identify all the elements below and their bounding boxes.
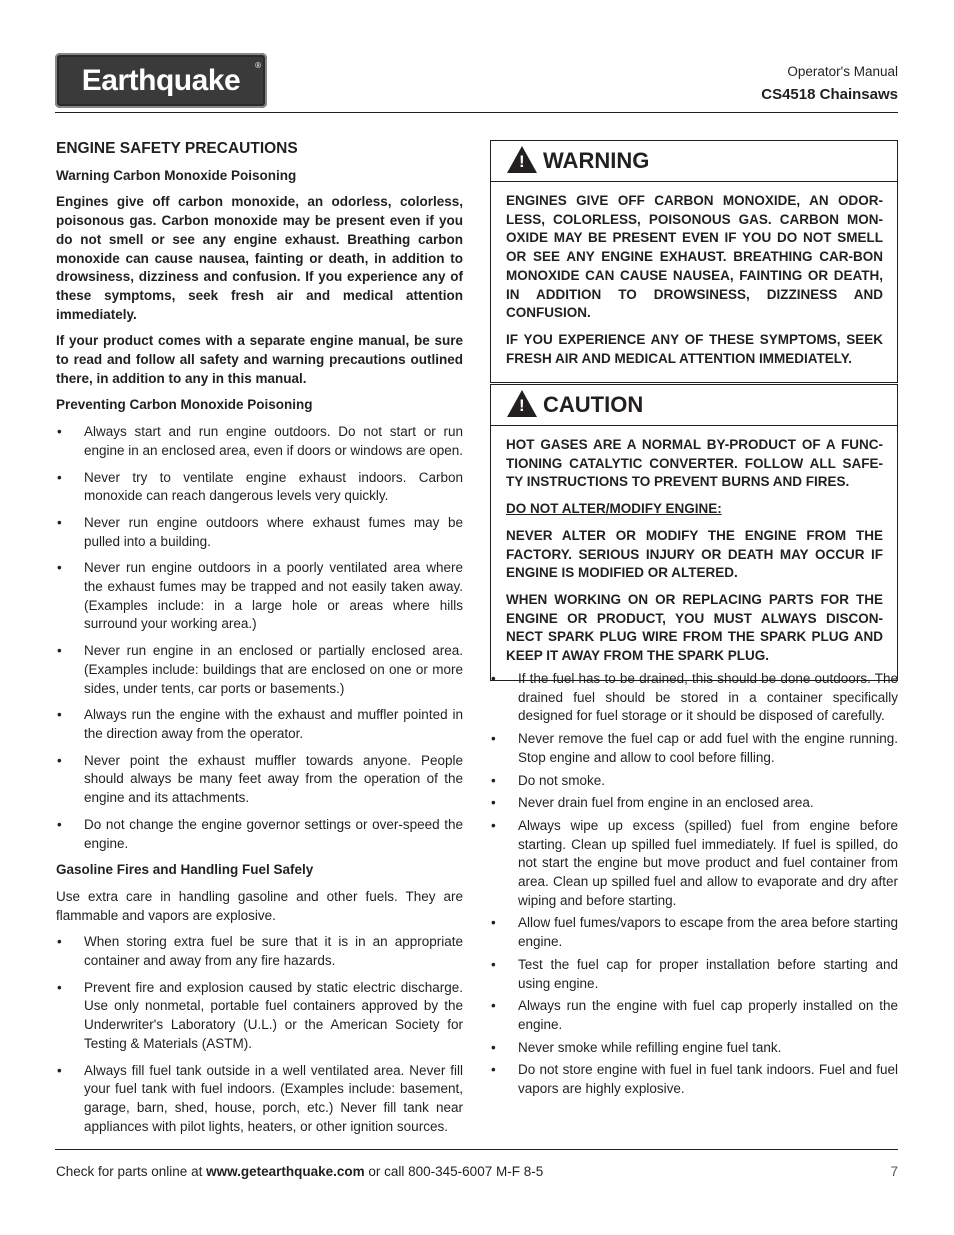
list-item: • Never try to ventilate engine exhaust indoors. Carbon monoxide can reach dangerous levels very quickly. xyxy=(56,469,463,506)
list-item: • Never run engine in an enclosed or partially enclosed area. (Examples include: buildings that are enclosed on one or more sides, under tents, car ports or basements.) xyxy=(56,642,463,698)
list-item: • Always start and run engine outdoors. Do not start or run engine in an enclosed area, even if doors or windows are open. xyxy=(56,423,463,460)
list-item: • Always fill fuel tank outside in a well ventilated area. Never fill your fuel tank with fuel indoors. (Examples include: basement, garage, barn, shed, house, porch, etc.) Never fill tank near appliances with pilot lights, heaters, or other ignition sources. xyxy=(56,1062,463,1137)
caution-header xyxy=(491,385,897,426)
page-number: 7 xyxy=(890,1164,898,1179)
fuel-intro: Use extra care in handling gasoline and other fuels. They are flammable and vapors are explosive. xyxy=(56,888,463,923)
warning-title: WARNING xyxy=(543,148,650,173)
fuel-handling-list xyxy=(490,670,898,1099)
header-divider xyxy=(55,112,898,113)
caution-body xyxy=(491,426,897,680)
right-column xyxy=(490,670,898,1107)
list-item: • Always run the engine with fuel cap properly installed on the engine. xyxy=(490,997,898,1034)
caution-paragraph: NEVER ALTER OR MODIFY THE ENGINE FROM THE FACTORY. SERIOUS INJURY OR DEATH MAY OCCUR IF ENGINE IS MODIFIED OR ALTERED. xyxy=(506,527,883,581)
warning-paragraph: ENGINES GIVE OFF CARBON MONOXIDE, AN ODOR-LESS, COLORLESS, POISONOUS GAS. CARBON MON-OXIDE MAY BE PRESENT EVEN IF YOU DO NOT SMELL OR SEE ANY ENGINE EXHAUST. BREATHING CAR-BON MONOXIDE CAN CAUSE NAUSEA, FAINTING OR DEATH, IN ADDITION TO DROWSINESS, DIZZINESS AND CONFUSION. xyxy=(506,193,883,321)
warning-box xyxy=(490,140,898,383)
list-item: • Never smoke while refilling engine fuel tank. xyxy=(490,1039,898,1058)
manual-label: Operator's Manual xyxy=(787,64,898,79)
list-item: • Never run engine outdoors where exhaust fumes may be pulled into a building. xyxy=(56,514,463,551)
brand-logo xyxy=(55,53,267,108)
list-item: • Prevent fire and explosion caused by static electric discharge. Use only nonmetal, portable fuel containers approved by the Underwriter's Laboratory (U.L.) or the American Society for Testing & Materials (ASTM). xyxy=(56,979,463,1054)
co-paragraph-2: If your product comes with a separate engine manual, be sure to read and follow all safety and warning precautions outlined there, in addition to any in this manual. xyxy=(56,333,463,386)
list-item: • Test the fuel cap for proper installation before starting and using engine. xyxy=(490,956,898,993)
caution-paragraph: HOT GASES ARE A NORMAL BY-PRODUCT OF A FUNC-TIONING CATALYTIC CONVERTER. FOLLOW ALL SAFE-TY INSTRUCTIONS TO PREVENT BURNS AND FIRES. xyxy=(506,437,883,490)
fuel-heading: Gasoline Fires and Handling Fuel Safely xyxy=(56,862,314,878)
footer-url-link[interactable]: www.getearthquake.com xyxy=(206,1164,365,1179)
footer-prefix: Check for parts online at xyxy=(56,1164,207,1179)
footer-suffix: or call 800-345-6007 M-F 8-5 xyxy=(364,1164,544,1179)
list-item: • Always wipe up excess (spilled) fuel from engine before starting. Clean up spilled fuel immediately. If fuel is spilled, do not start the engine but move product and fuel container from area. Clean up spilled fuel and allow to evaporate and dry after wiping and before starting. xyxy=(490,817,898,911)
co-heading: Warning Carbon Monoxide Poisoning xyxy=(56,167,297,183)
list-item: • Allow fuel fumes/vapors to escape from the area before starting engine. xyxy=(490,914,898,951)
section-title: ENGINE SAFETY PRECAUTIONS xyxy=(56,140,298,157)
list-item: • Do not change the engine governor settings or over-speed the engine. xyxy=(56,816,463,853)
caution-subheading: DO NOT ALTER/MODIFY ENGINE: xyxy=(506,501,722,517)
list-item: • When storing extra fuel be sure that it is in an appropriate container and away from any fire hazards. xyxy=(56,933,463,970)
warning-triangle-icon xyxy=(507,146,537,173)
fuel-list xyxy=(56,933,463,1136)
warning-paragraph: IF YOU EXPERIENCE ANY OF THESE SYMPTOMS, SEEK FRESH AIR AND MEDICAL ATTENTION IMMEDIATELY. xyxy=(506,331,883,366)
warning-triangle-icon xyxy=(507,390,537,417)
left-column xyxy=(56,140,463,1144)
list-item: • Do not smoke. xyxy=(490,772,898,791)
caution-title: CAUTION xyxy=(543,392,644,417)
list-item: • Never run engine outdoors in a poorly ventilated area where the exhaust fumes may be trapped and not easily taken away. (Examples include: in a large hole or areas where hills surround your working area.) xyxy=(56,559,463,634)
logo-text: Earthquake xyxy=(81,63,241,97)
list-item: • Never point the exhaust muffler towards anyone. People should always be many feet away from the operation of the engine and its attachments. xyxy=(56,752,463,808)
caution-paragraph: WHEN WORKING ON OR REPLACING PARTS FOR THE ENGINE OR PRODUCT, YOU MUST ALWAYS DISCON-NECT SPARK PLUG WIRE FROM THE SPARK PLUG AND KEEP IT AWAY FROM THE SPARK PLUG. xyxy=(506,591,883,664)
caution-box xyxy=(490,384,898,681)
footer-divider xyxy=(55,1149,898,1150)
prevent-list xyxy=(56,423,463,853)
list-item: • If the fuel has to be drained, this should be done outdoors. The drained fuel should be stored in a container specifically designed for fuel storage or it should be disposed of carefully. xyxy=(490,670,898,726)
list-item: • Never drain fuel from engine in an enclosed area. xyxy=(490,794,898,813)
warning-header xyxy=(491,141,897,182)
co-paragraph-1: Engines give off carbon monoxide, an odorless, colorless, poisonous gas. Carbon monoxide may be present even if you do not smell or see any engine exhaust. Breathing carbon monoxide can cause nausea, fainting or death, in addition to drowsiness, dizziness and confusion. If you experience any of these symptoms, seek fresh air and medical attention immediately. xyxy=(56,194,463,322)
registered-mark: ® xyxy=(255,61,261,70)
model-label: CS4518 Chainsaws xyxy=(761,86,898,103)
prevent-heading: Preventing Carbon Monoxide Poisoning xyxy=(56,397,313,413)
footer-text xyxy=(56,1164,543,1179)
list-item: • Never remove the fuel cap or add fuel with the engine running. Stop engine and allow to cool before filling. xyxy=(490,730,898,767)
list-item: • Do not store engine with fuel in fuel tank indoors. Fuel and fuel vapors are highly explosive. xyxy=(490,1061,898,1098)
list-item: • Always run the engine with the exhaust and muffler pointed in the direction away from the operator. xyxy=(56,706,463,743)
warning-body xyxy=(491,182,897,382)
